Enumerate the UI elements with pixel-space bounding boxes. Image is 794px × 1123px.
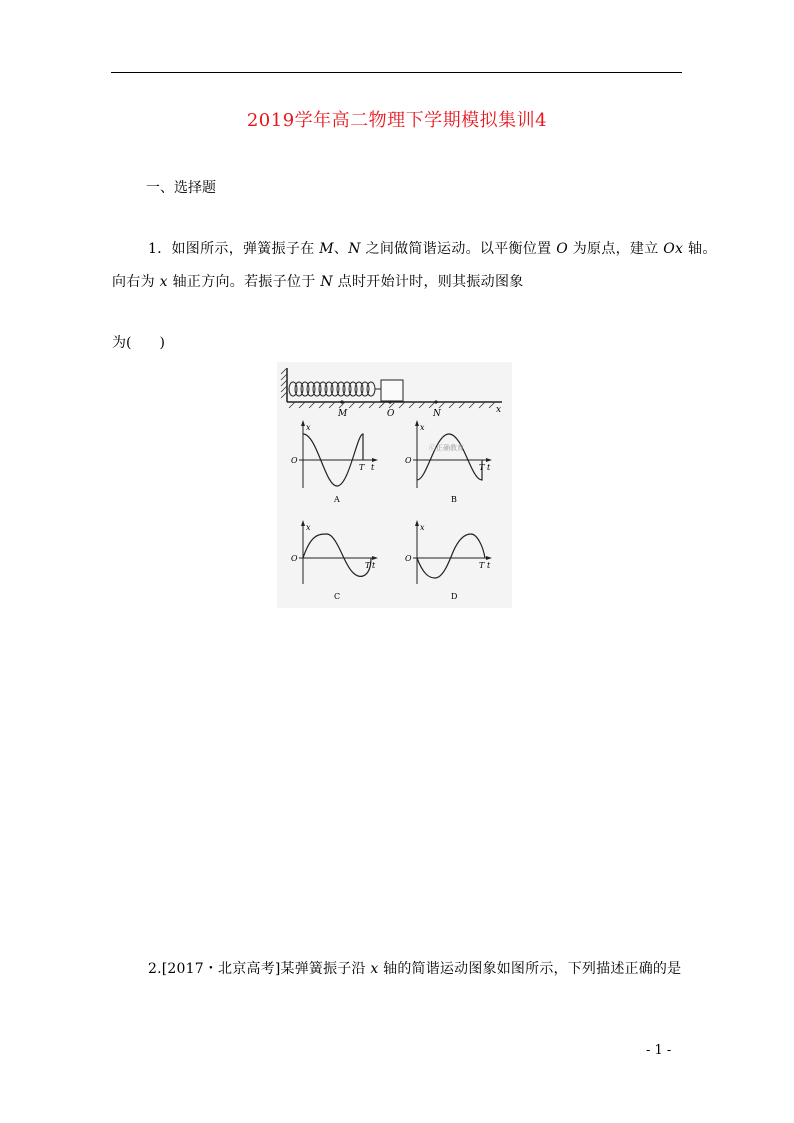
option-b-label: B [451,495,457,504]
graph-b [405,420,492,504]
option-d-label: D [451,592,458,601]
svg-text:x: x [420,423,425,432]
svg-text:O: O [291,554,298,563]
question-2-text: 2.[2017・北京高考]某弹簧振子沿 x 轴的简谐运动图象如图所示，下列描述正确的是 [148,961,682,977]
label-x-axis: x [496,405,502,415]
svg-text:O: O [291,456,298,465]
svg-text:t: t [487,463,491,472]
section-heading: 一、选择题 [146,180,216,196]
question-1-line-2: 向右为 x 轴正方向。若振子位于 N 点时开始计时，则其振动图象 [112,274,524,290]
question-1-answer-blank: 为( ) [112,335,165,351]
spring [289,382,381,396]
header-rule [111,72,682,73]
label-n: N [433,409,441,419]
svg-text:t: t [372,561,376,570]
svg-text:x: x [306,523,311,532]
svg-text:T: T [359,463,365,472]
label-o: O [387,409,395,419]
svg-text:T: T [365,561,371,570]
svg-text:O: O [405,456,412,465]
option-a-label: A [334,495,340,504]
svg-text:t: t [371,463,375,472]
label-m: M [338,409,348,419]
page-number: - 1 - [646,1043,672,1058]
svg-text:T: T [479,561,485,570]
figure-svg [277,362,512,608]
oscillator-block [381,380,403,401]
option-c-label: C [334,592,341,601]
svg-text:T: T [479,463,485,472]
graph-d [405,520,492,601]
svg-text:t: t [487,561,491,570]
svg-text:x: x [306,423,311,432]
document-title: 2019学年高二物理下学期模拟集训4 [246,110,548,131]
svg-text:O: O [405,554,412,563]
graph-c [291,520,378,601]
svg-text:x: x [420,523,425,532]
watermark: ⓒ正确教育 [429,444,464,452]
question-1-line-1: 1．如图所示，弹簧振子在 M、N 之间做简谐运动。以平衡位置 O 为原点，建立 Ox 轴。 [148,241,717,257]
question-1-figure [277,362,512,608]
graph-a [291,420,378,504]
